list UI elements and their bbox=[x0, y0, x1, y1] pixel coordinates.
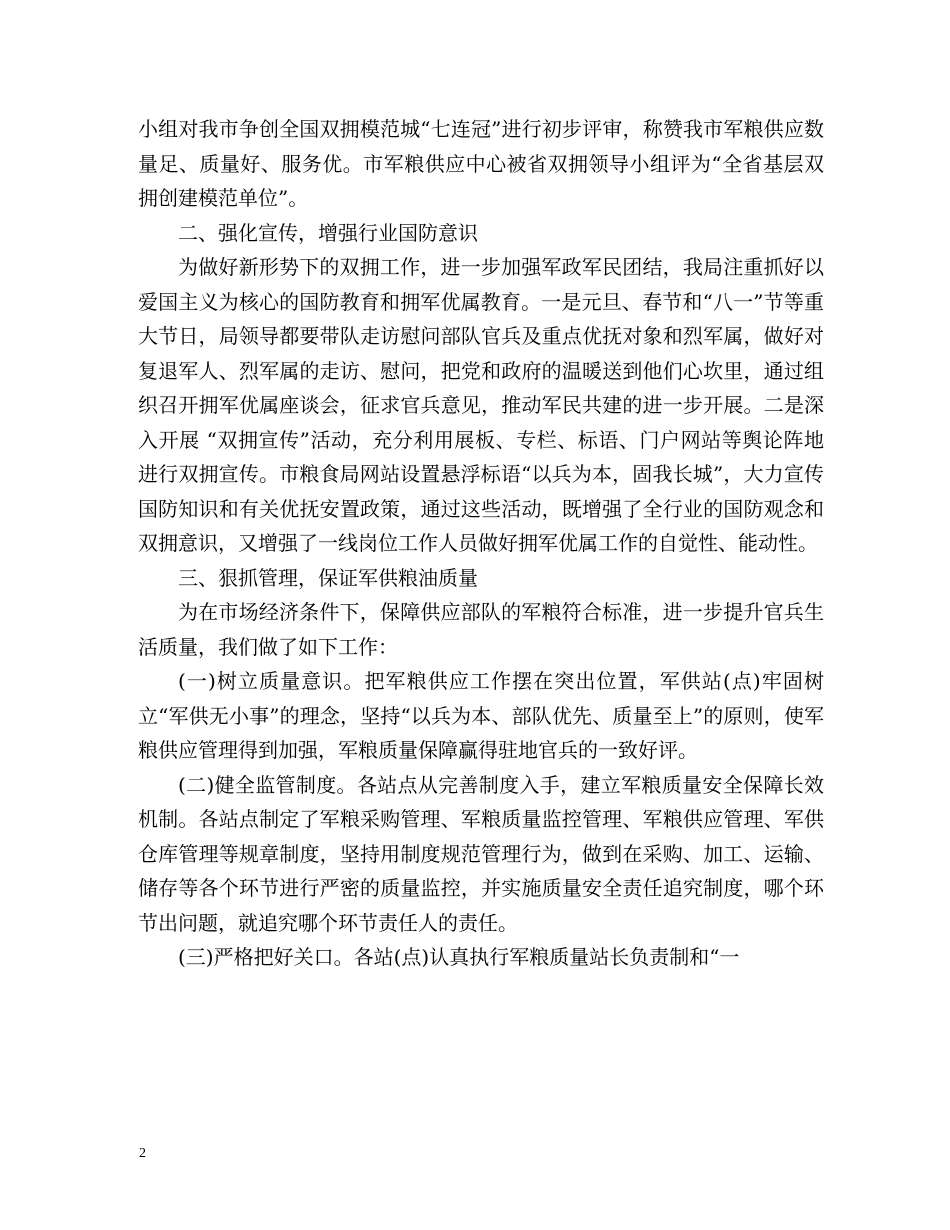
section-heading-2: 二、强化宣传，增强行业国防意识 bbox=[178, 220, 478, 245]
paragraph-item-1: (一)树立质量意识。把军粮供应工作摆在突出位置，军供站(点)牢固树立“军供无小事”的理念，坚持“以兵为本、部队优先、质量至上”的原则，使军粮供应管理得到加强，军粮质量保障赢得驻地官兵的一致好评。 bbox=[138, 669, 824, 762]
paragraph-item-3: (三)严格把好关口。各站(点)认真执行军粮质量站长负责制和“一 bbox=[178, 945, 740, 969]
paragraph-continuation: 小组对我市争创全国双拥模范城“七连冠”进行初步评审，称赞我市军粮供应数量足、质量好、服务优。市军粮供应中心被省双拥领导小组评为“全省基层双拥创建模范单位”。 bbox=[138, 117, 824, 210]
paragraph-publicity: 为做好新形势下的双拥工作，进一步加强军政军民团结，我局注重抓好以爱国主义为核心的国防教育和拥军优属教育。一是元旦、春节和“八一”节等重大节日，局领导都要带队走访慰问部队官兵及重点优抚对象和烈军属，做好对复退军人、烈军属的走访、慰问，把党和政府的温暖送到他们心坎里，通过组织召开拥军优属座谈会，征求官兵意见，推动军民共建的进一步开展。二是深入开展 “双拥宣传”活动，充分利用展板、专栏、标语、门户网站等舆论阵地进行双拥宣传。市粮食局网站设置悬浮标语“以兵为本，固我长城”，大力宣传国防知识和有关优抚安置政策，通过这些活动，既增强了全行业的国防观念和双拥意识，又增强了一线岗位工作人员做好拥军优属工作的自觉性、能动性。 bbox=[138, 255, 824, 555]
section-heading-3: 三、狠抓管理，保证军供粮油质量 bbox=[178, 565, 478, 590]
page-number: 2 bbox=[139, 1146, 146, 1161]
document-body bbox=[138, 112, 824, 975]
paragraph-item-2: (二)健全监管制度。各站点从完善制度入手，建立军粮质量安全保障长效机制。各站点制定了军粮采购管理、军粮质量监控管理、军粮供应管理、军供仓库管理等规章制度，坚持用制度规范管理行为，做到在采购、加工、运输、储存等各个环节进行严密的质量监控，并实施质量安全责任追究制度，哪个环节出问题，就追究哪个环节责任人的责任。 bbox=[138, 772, 824, 935]
paragraph-management-intro: 为在市场经济条件下，保障供应部队的军粮符合标准，进一步提升官兵生活质量，我们做了如下工作： bbox=[138, 600, 824, 659]
